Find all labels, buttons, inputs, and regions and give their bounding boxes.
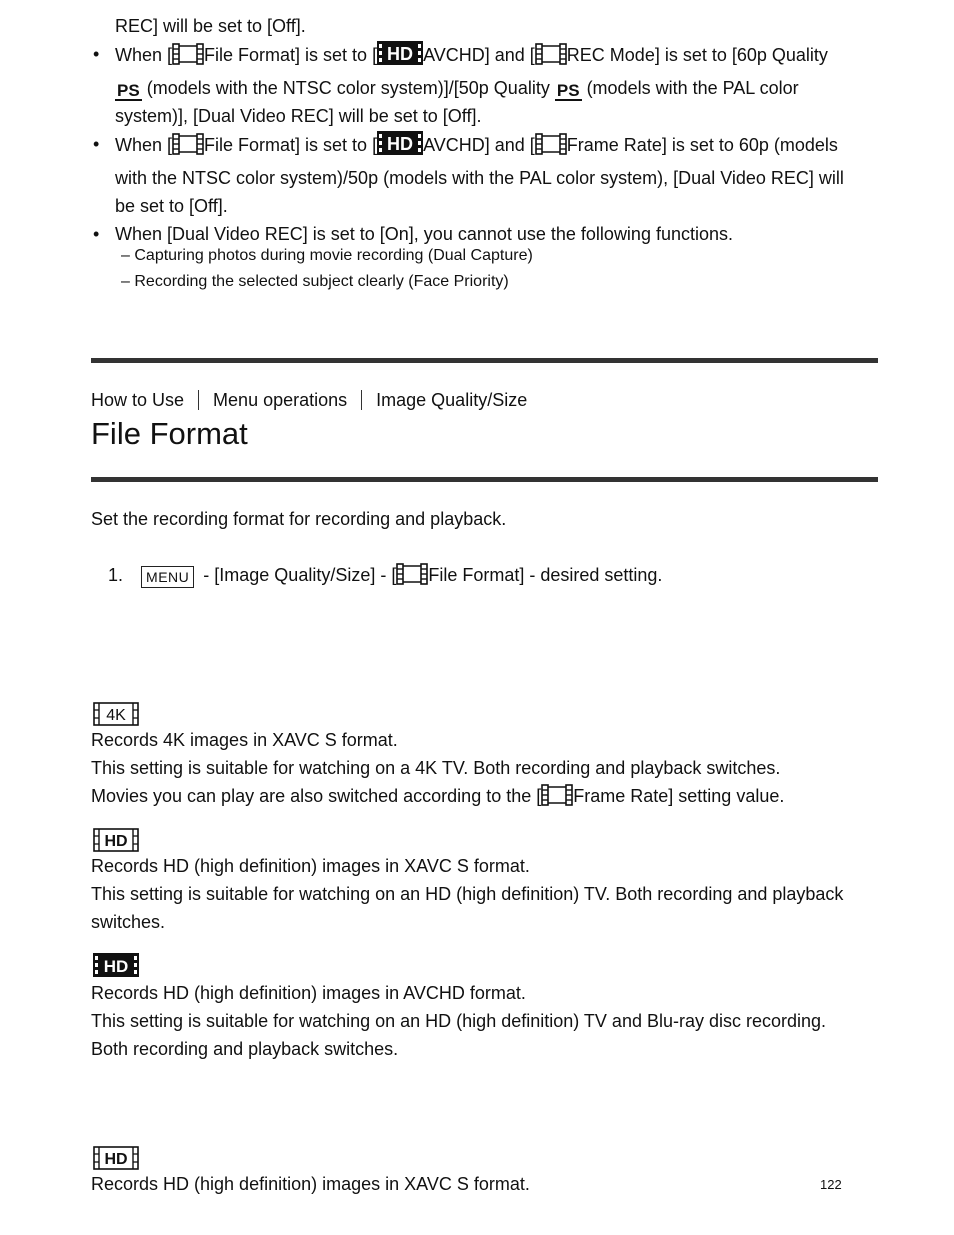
title-divider xyxy=(91,477,878,482)
note-text: REC Mode] is set to [60p Quality xyxy=(566,45,828,65)
movie-icon xyxy=(172,133,204,163)
top-divider xyxy=(91,358,878,363)
option-xavc-hd-2-line-1: Records HD (high definition) images in XAVC S format. xyxy=(91,1174,530,1194)
option-4k-line-2: This setting is suitable for watching on a 4K TV. Both recording and playback switches. xyxy=(91,758,781,778)
note-continuation: REC] will be set to [Off]. xyxy=(115,16,306,36)
sub-item-dual-capture xyxy=(121,243,533,269)
note-text: When [ xyxy=(115,45,173,65)
ps-quality-icon: PS xyxy=(117,81,140,100)
svg-text:HD: HD xyxy=(104,833,128,850)
option-4k-line-1: Records 4K images in XAVC S format. xyxy=(91,730,398,750)
breadcrumb-image-quality-size[interactable]: Image Quality/Size xyxy=(376,390,528,410)
svg-text:HD: HD xyxy=(387,134,414,154)
sub-text: Capturing photos during movie recording (Dual Capture) xyxy=(134,247,533,264)
bullet-dot: • xyxy=(93,134,100,154)
note-text: (models with the NTSC color system)]/[50p Quality xyxy=(146,78,550,98)
note-bullet-1 xyxy=(91,40,881,130)
note-text: When [Dual Video REC] is set to [On], you cannot use the following functions. xyxy=(115,224,734,244)
note-text: AVCHD] and [ xyxy=(423,135,535,155)
avchd-hd-icon xyxy=(93,953,139,982)
menu-button-icon: MENU xyxy=(141,566,194,588)
movie-icon xyxy=(396,563,428,593)
option-xavc-hd-line-3: switches. xyxy=(91,912,166,932)
note-text: When [ xyxy=(115,135,173,155)
ps-quality-icon: PS xyxy=(556,81,580,100)
page-number: 122 xyxy=(820,1177,842,1192)
avchd-hd-icon xyxy=(377,40,423,74)
page-title: File Format xyxy=(91,416,248,451)
option-avchd-line-2: This setting is suitable for watching on an HD (high definition) TV and Blu-ray disc recording. xyxy=(91,1011,827,1031)
note-text: File Format] is set to [ xyxy=(204,135,378,155)
step-1 xyxy=(108,561,662,593)
option-text: Movies you can play are also switched according to the [ xyxy=(91,786,542,806)
option-avchd-line-3: Both recording and playback switches. xyxy=(91,1039,399,1059)
note-text: with the NTSC color system)/50p (models with the PAL color system), [Dual Video REC] will xyxy=(115,168,844,188)
step-text: - [Image Quality/Size] - [ xyxy=(198,565,397,585)
movie-icon xyxy=(535,43,567,73)
bullet-dot: • xyxy=(93,44,100,64)
intro-text: Set the recording format for recording and playback. xyxy=(91,509,507,529)
note-text: File Format] is set to [ xyxy=(204,45,378,65)
option-text: Frame Rate] setting value. xyxy=(573,786,785,806)
note-text: system)], [Dual Video REC] will be set to [Off]. xyxy=(115,106,482,126)
sub-text: Recording the selected subject clearly (Face Priority) xyxy=(134,273,509,290)
sub-item-face-priority xyxy=(121,269,509,295)
note-text: Frame Rate] is set to 60p (models xyxy=(566,135,838,155)
movie-icon xyxy=(541,784,573,814)
sub-dash: – xyxy=(121,273,130,290)
note-bullet-2 xyxy=(91,130,881,220)
breadcrumb-separator xyxy=(361,390,362,410)
svg-text:4K: 4K xyxy=(106,707,126,724)
breadcrumb xyxy=(91,386,527,414)
step-text: File Format] - desired setting. xyxy=(428,565,663,585)
note-text: be set to [Off]. xyxy=(115,196,228,216)
option-xavc-hd-line-2: This setting is suitable for watching on an HD (high definition) TV. Both recording and playback xyxy=(91,884,844,904)
option-avchd-line-1: Records HD (high definition) images in AVCHD format. xyxy=(91,983,526,1003)
note-text: (models with the PAL color xyxy=(586,78,799,98)
step-number: 1. xyxy=(108,565,124,585)
breadcrumb-how-to-use[interactable]: How to Use xyxy=(91,390,185,410)
breadcrumb-separator xyxy=(198,390,199,410)
note-text: AVCHD] and [ xyxy=(423,45,535,65)
option-xavc-hd-line-1: Records HD (high definition) images in XAVC S format. xyxy=(91,856,530,876)
option-4k-line-3 xyxy=(91,782,784,814)
sub-dash: – xyxy=(121,247,130,264)
note-list xyxy=(91,40,881,248)
movie-icon xyxy=(172,43,204,73)
movie-icon xyxy=(535,133,567,163)
svg-text:HD: HD xyxy=(103,957,129,976)
bullet-dot: • xyxy=(93,224,100,244)
breadcrumb-menu-operations[interactable]: Menu operations xyxy=(213,390,348,410)
avchd-hd-icon xyxy=(377,130,423,164)
svg-text:HD: HD xyxy=(387,44,414,64)
svg-text:HD: HD xyxy=(104,1151,128,1168)
